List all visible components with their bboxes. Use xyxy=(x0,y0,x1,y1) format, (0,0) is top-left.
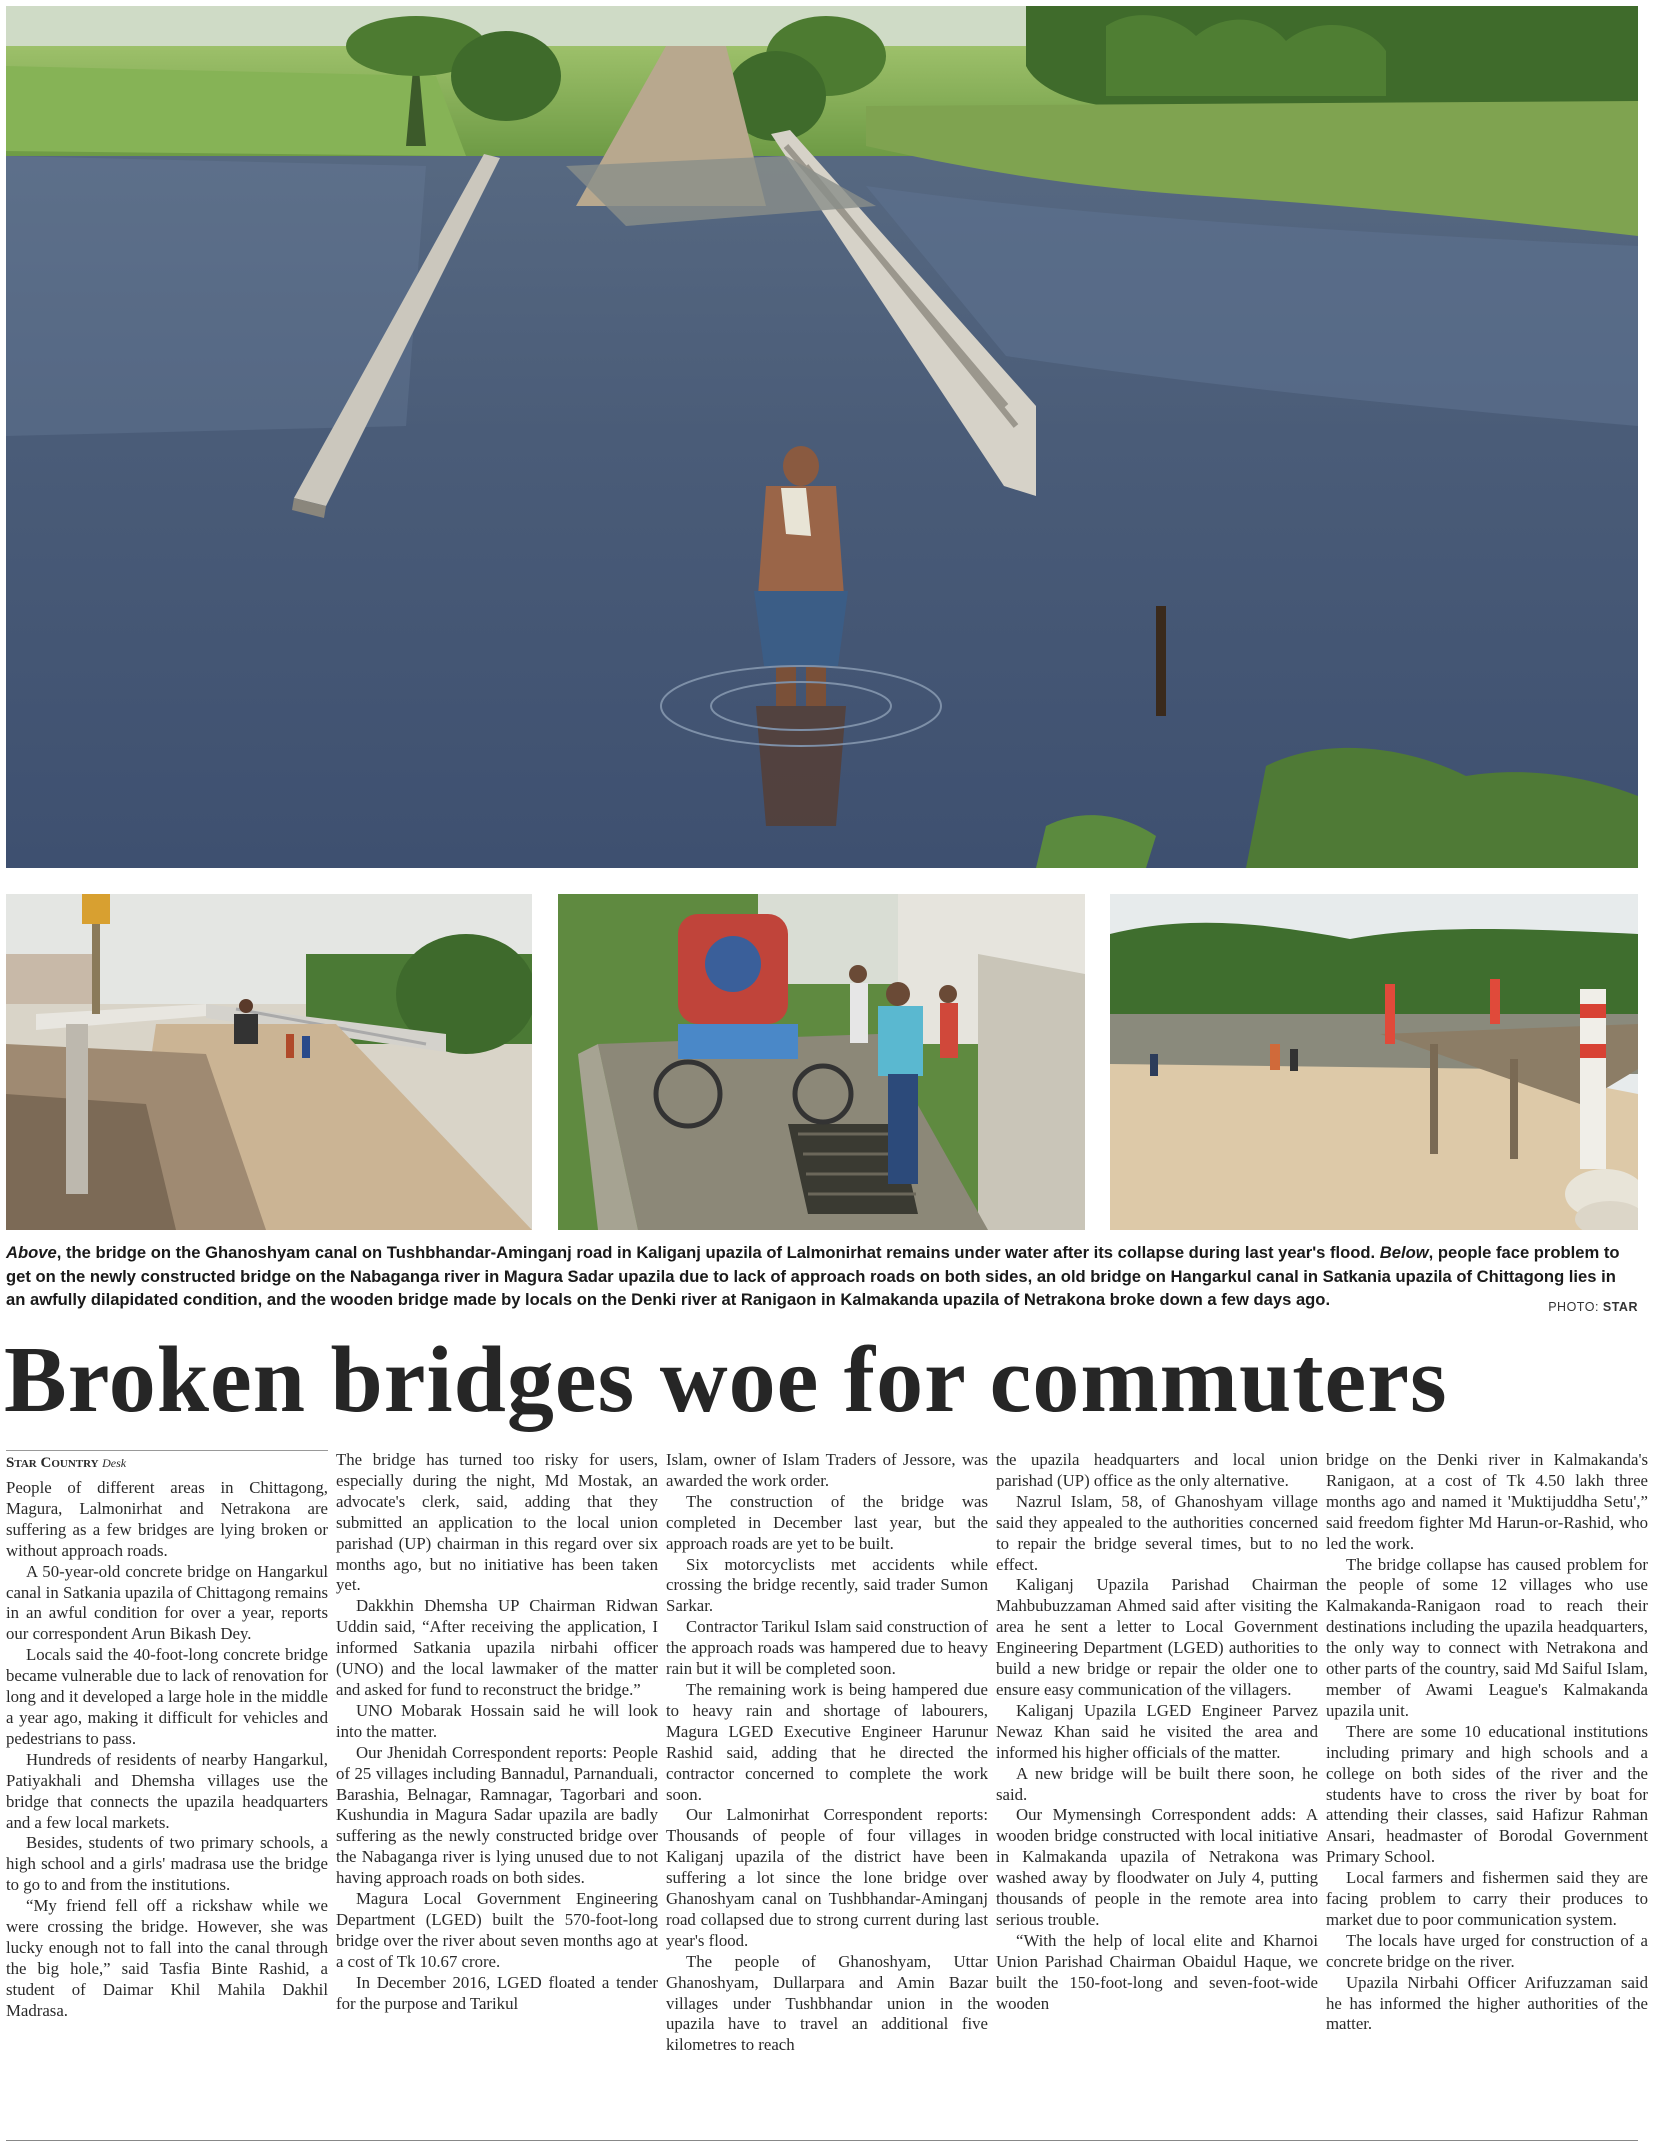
paragraph: The construction of the bridge was completed in December last year, but the approach roads are yet to be built. xyxy=(666,1491,988,1553)
paragraph: “My friend fell off a rickshaw while we were crossing the bridge. However, she was lucky enough not to fall into the canal through the big hole,” said Tasfia Binte Rashid, a student of Daimar Khil Mahila Dakhil Madrasa. xyxy=(6,1896,328,2020)
paragraph: Dakkhin Dhemsha UP Chairman Ridwan Uddin said, “After receiving the application, I informed Satkania upazila nirbahi officer (UNO) and the local lawmaker of the matter and asked for fund to reconstruct the bridge.” xyxy=(336,1596,658,1699)
photo-credit-label: PHOTO: xyxy=(1548,1300,1603,1314)
photo-bridge-without-approach-road xyxy=(6,894,532,1230)
main-photo-collapsed-bridge xyxy=(6,6,1638,868)
byline-desk: Desk xyxy=(102,1456,127,1470)
article-column-1 xyxy=(6,1450,328,2140)
paragraph: Locals said the 40-foot-long concrete bridge became vulnerable due to lack of renovation for long and it developed a large hole in the middle a year ago, making it difficult for vehicles and pedestrians to pass. xyxy=(6,1645,328,1748)
bottom-rule xyxy=(6,2140,1638,2141)
paragraph: Besides, students of two primary schools, a high school and a girls' madrasa use the bridge to go to and from the institutions. xyxy=(6,1833,328,1895)
article-column-3 xyxy=(666,1450,988,2140)
caption-lead-word: Above xyxy=(6,1243,57,1262)
paragraph: Upazila Nirbahi Officer Arifuzzaman said he has informed the higher authorities of the matter. xyxy=(1326,1972,1648,2034)
paragraph: Magura Local Government Engineering Department (LGED) built the 570-foot-long bridge over the river about seven months ago at a cost of Tk 10.67 crore. xyxy=(336,1889,658,1971)
paragraph: In December 2016, LGED floated a tender for the purpose and Tarikul xyxy=(336,1972,658,2013)
paragraph: The remaining work is being hampered due to heavy rain and shortage of labourers, Magura LGED Executive Engineer Harunur Rashid said, adding that he directed the contractor concerned to complete the work soon. xyxy=(666,1679,988,1804)
photo-caption xyxy=(6,1241,1638,1312)
article-column-5 xyxy=(1326,1450,1648,2140)
paragraph: The bridge collapse has caused problem for the people of some 12 villages who use Kalmakanda-Ranigaon road to reach their destinations including the upazila headquarters, the only way to connect with Netrakona and other parts of the country, said Md Saiful Islam, member of Awami League's Kalmakanda upazila unit. xyxy=(1326,1554,1648,1720)
paragraph: Islam, owner of Islam Traders of Jessore, was awarded the work order. xyxy=(666,1450,988,1490)
paragraph: Our Mymensingh Correspondent adds: A wooden bridge constructed with local initiative in Kalmakanda upazila of Netrakona was washed away by floodwater on July 4, putting thousands of people in the remote area into serious trouble. xyxy=(996,1805,1318,1929)
article-column-2 xyxy=(336,1450,658,2140)
caption-text-part2: , people face problem to get on the newly constructed bridge on the Nabaganga river in Magura Sadar upazila due to lack of approach roads on both sides, an old bridge on Hangarkul canal in Satkania upazila of Chittagong lies in an awfully dilapidated condition, and the wooden bridge made by locals on the Denki river at Ranigaon in Kalmakanda upazila of Netrakona broke down a few days ago. xyxy=(6,1243,1620,1309)
paragraph: People of different areas in Chittagong, Magura, Lalmonirhat and Netrakona are suffering as a few bridges are lying broken or without approach roads. xyxy=(6,1478,328,1560)
caption-text-part1: , the bridge on the Ghanoshyam canal on Tushbhandar-Aminganj road in Kaliganj upazila of Lalmonirhat remains under water after its collapse during last year's flood. xyxy=(56,1243,1380,1262)
paragraph: Our Jhenidah Correspondent reports: People of 25 villages including Bannadul, Parnanduali, Barashia, Belnagar, Ramnagar, Tagorbari and Kushundia in Magura Sadar upazila are badly suffering as the newly constructed bridge over the Nabaganga river is lying unused due to not having approach roads on both sides. xyxy=(336,1742,658,1888)
article-column-4 xyxy=(996,1450,1318,2140)
paragraph: The locals have urged for construction of a concrete bridge on the river. xyxy=(1326,1930,1648,1971)
byline-section: Star Country xyxy=(6,1455,99,1471)
photo-credit xyxy=(1548,1300,1638,1314)
paragraph: Six motorcyclists met accidents while crossing the bridge recently, said trader Sumon Sarkar. xyxy=(666,1554,988,1616)
paragraph: Kaliganj Upazila LGED Engineer Parvez Newaz Khan said he visited the area and informed his higher officials of the matter. xyxy=(996,1700,1318,1762)
caption-second-word: Below xyxy=(1379,1243,1429,1262)
paragraph: bridge on the Denki river in Kalmakanda's Ranigaon, at a cost of Tk 4.50 lakh three months ago and named it 'Muktijuddha Setu',” said freedom fighter Md Harun-or-Rashid, who led the work. xyxy=(1326,1450,1648,1553)
photo-credit-source: STAR xyxy=(1602,1300,1638,1314)
photo-broken-wooden-bridge xyxy=(1110,894,1638,1230)
paragraph: “With the help of local elite and Kharnoi Union Parishad Chairman Obaidul Haque, we built the 150-foot-long and seven-foot-wide wooden xyxy=(996,1930,1318,2013)
paragraph: Our Lalmonirhat Correspondent reports: Thousands of people of four villages in Kaliganj upazila of the district have been suffering a lot since the lone bridge over Ghanoshyam canal on Tushbhandar-Aminganj road collapsed due to strong current during last year's flood. xyxy=(666,1805,988,1950)
paragraph: Hundreds of residents of nearby Hangarkul, Patiyakhali and Dhemsha villages use the bridge that connects the upazila headquarters and a few local markets. xyxy=(6,1749,328,1832)
paragraph: Local farmers and fishermen said they are facing problem to carry their produces to market due to poor communication system. xyxy=(1326,1868,1648,1929)
paragraph: the upazila headquarters and local union parishad (UP) office as the only alternative. xyxy=(996,1450,1318,1490)
photo-dilapidated-bridge-rickshaw xyxy=(558,894,1085,1230)
headline: Broken bridges woe for commuters xyxy=(4,1328,1448,1432)
paragraph: The bridge has turned too risky for users, especially during the night, Md Mostak, an advocate's clerk, said, adding that they submitted an application to the local union parishad (UP) chairman in this regard over six months ago, but no initiative has been taken yet. xyxy=(336,1450,658,1595)
paragraph: The people of Ghanoshyam, Uttar Ghanoshyam, Dullarpara and Amin Bazar villages under Tushbhandar union in the upazila have to travel an additional five kilometres to reach xyxy=(666,1951,988,2055)
paragraph: A 50-year-old concrete bridge on Hangarkul canal in Satkania upazila of Chittagong remains in an awful condition for over a year, reports our correspondent Arun Bikash Dey. xyxy=(6,1561,328,1644)
paragraph: Contractor Tarikul Islam said construction of the approach roads was hampered due to heavy rain but it will be completed soon. xyxy=(666,1617,988,1679)
paragraph: There are some 10 educational institutions including primary and high schools and a college on both sides of the river and the students have to cross the river by boat for attending their classes, said Hafizur Rahman Ansari, headmaster of Borodal Government Primary School. xyxy=(1326,1721,1648,1867)
byline xyxy=(6,1450,328,1474)
paragraph: Nazrul Islam, 58, of Ghanoshyam village said they appealed to the authorities concerned to repair the bridge several times, but to no effect. xyxy=(996,1491,1318,1574)
paragraph: A new bridge will be built there soon, he said. xyxy=(996,1763,1318,1804)
paragraph: UNO Mobarak Hossain said he will look into the matter. xyxy=(336,1700,658,1741)
paragraph: Kaliganj Upazila Parishad Chairman Mahbubuzzaman Ahmed said after visiting the area he sent a letter to Local Government Engineering Department (LGED) authorities to build a new bridge or repair the older one to ensure easy communication of the villagers. xyxy=(996,1575,1318,1699)
